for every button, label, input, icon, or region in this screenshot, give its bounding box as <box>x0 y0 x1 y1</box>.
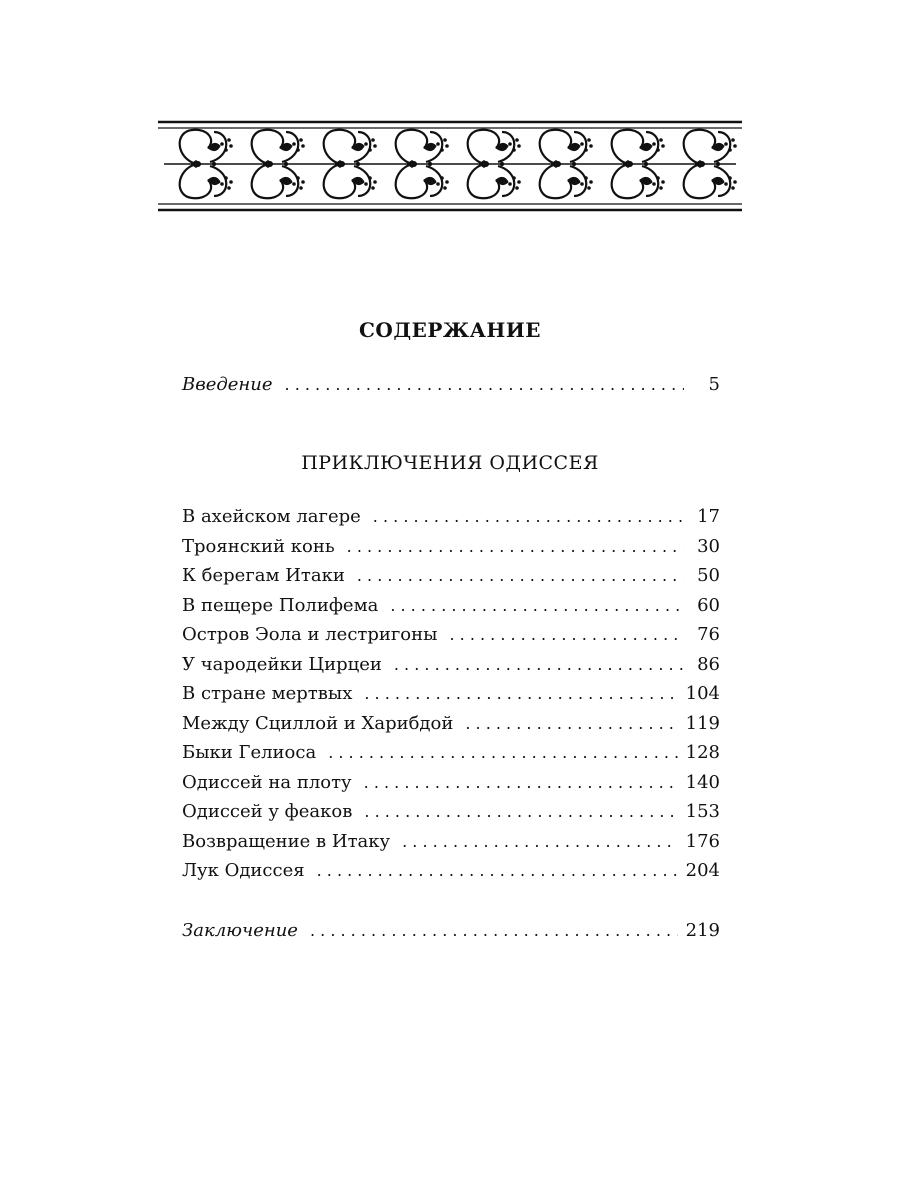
toc-entry[interactable] <box>182 565 720 591</box>
toc-entry[interactable] <box>182 506 720 532</box>
toc-entry-label: В ахейском лагере <box>182 506 361 527</box>
toc-entry-page: 60 <box>697 594 720 616</box>
toc-entry-label: Между Сциллой и Харибдой <box>182 712 454 734</box>
dot-leader <box>285 375 684 394</box>
toc-entry-label: Остров Эола и лестригоны <box>182 624 438 645</box>
toc-entry-label: Заключение <box>182 920 298 941</box>
toc-entry[interactable] <box>182 624 720 650</box>
toc-entry-page: 76 <box>697 624 720 645</box>
dot-leader <box>364 802 677 821</box>
toc-entry-label: В пещере Полифема <box>182 594 379 616</box>
toc-entry[interactable] <box>182 860 720 886</box>
toc-entry-page: 119 <box>685 712 720 734</box>
dot-leader <box>357 566 684 585</box>
dot-leader <box>390 596 684 615</box>
toc-entry-label: Троянский конь <box>182 535 335 557</box>
toc-entry-label: Быки Гелиоса <box>182 742 317 763</box>
toc-entry[interactable] <box>182 713 720 739</box>
dot-leader <box>394 655 684 674</box>
toc-entry-conclusion[interactable] <box>182 920 720 946</box>
toc-entry[interactable] <box>182 772 720 798</box>
toc-entry-page: 219 <box>685 920 720 941</box>
decorative-border-ornament <box>158 118 742 214</box>
toc-entry-page: 50 <box>697 565 720 586</box>
dot-leader <box>364 773 678 792</box>
toc-entry-page: 5 <box>708 374 720 395</box>
dot-leader <box>328 743 677 762</box>
toc-entry-label: У чародейки Цирцеи <box>182 653 382 675</box>
toc-entry-page: 204 <box>685 860 720 881</box>
dot-leader <box>449 625 684 644</box>
toc-entry-page: 128 <box>685 742 720 763</box>
toc-entry[interactable] <box>182 742 720 768</box>
toc-entry-intro[interactable] <box>182 374 720 400</box>
toc-entry[interactable] <box>182 536 720 562</box>
toc-entry[interactable] <box>182 831 720 857</box>
dot-leader <box>465 714 677 733</box>
section-title: ПРИКЛЮЧЕНИЯ ОДИССЕЯ <box>301 452 599 474</box>
toc-entry-label: Одиссей у феаков <box>182 801 353 822</box>
toc-entry-page: 140 <box>685 771 720 793</box>
page-title: СОДЕРЖАНИЕ <box>359 318 541 342</box>
toc-entry-label: В стране мертвых <box>182 683 353 704</box>
dot-leader <box>373 507 684 526</box>
dot-leader <box>317 861 678 880</box>
toc-entry[interactable] <box>182 801 720 827</box>
toc-entry[interactable] <box>182 654 720 680</box>
dot-leader <box>364 684 677 703</box>
toc-entry-label: Возвращение в Итаку <box>182 830 391 852</box>
toc-entry-page: 176 <box>685 830 720 852</box>
dot-leader <box>347 537 684 556</box>
toc-entry-page: 30 <box>697 535 720 557</box>
toc-entry-label: Введение <box>182 374 273 395</box>
toc-entry-page: 153 <box>685 801 720 822</box>
dot-leader <box>310 921 678 940</box>
toc-entry-page: 17 <box>697 506 720 527</box>
toc-entry-label: Лук Одиссея <box>182 860 305 881</box>
dot-leader <box>402 832 678 851</box>
toc-entry-page: 86 <box>697 653 720 675</box>
toc-entry-label: К берегам Итаки <box>182 565 345 586</box>
toc-entry[interactable] <box>182 683 720 709</box>
toc-entry-label: Одиссей на плоту <box>182 771 352 793</box>
toc-entry-page: 104 <box>685 683 720 704</box>
toc-entry[interactable] <box>182 595 720 621</box>
vine-scroll-ornament-icon <box>158 122 742 210</box>
